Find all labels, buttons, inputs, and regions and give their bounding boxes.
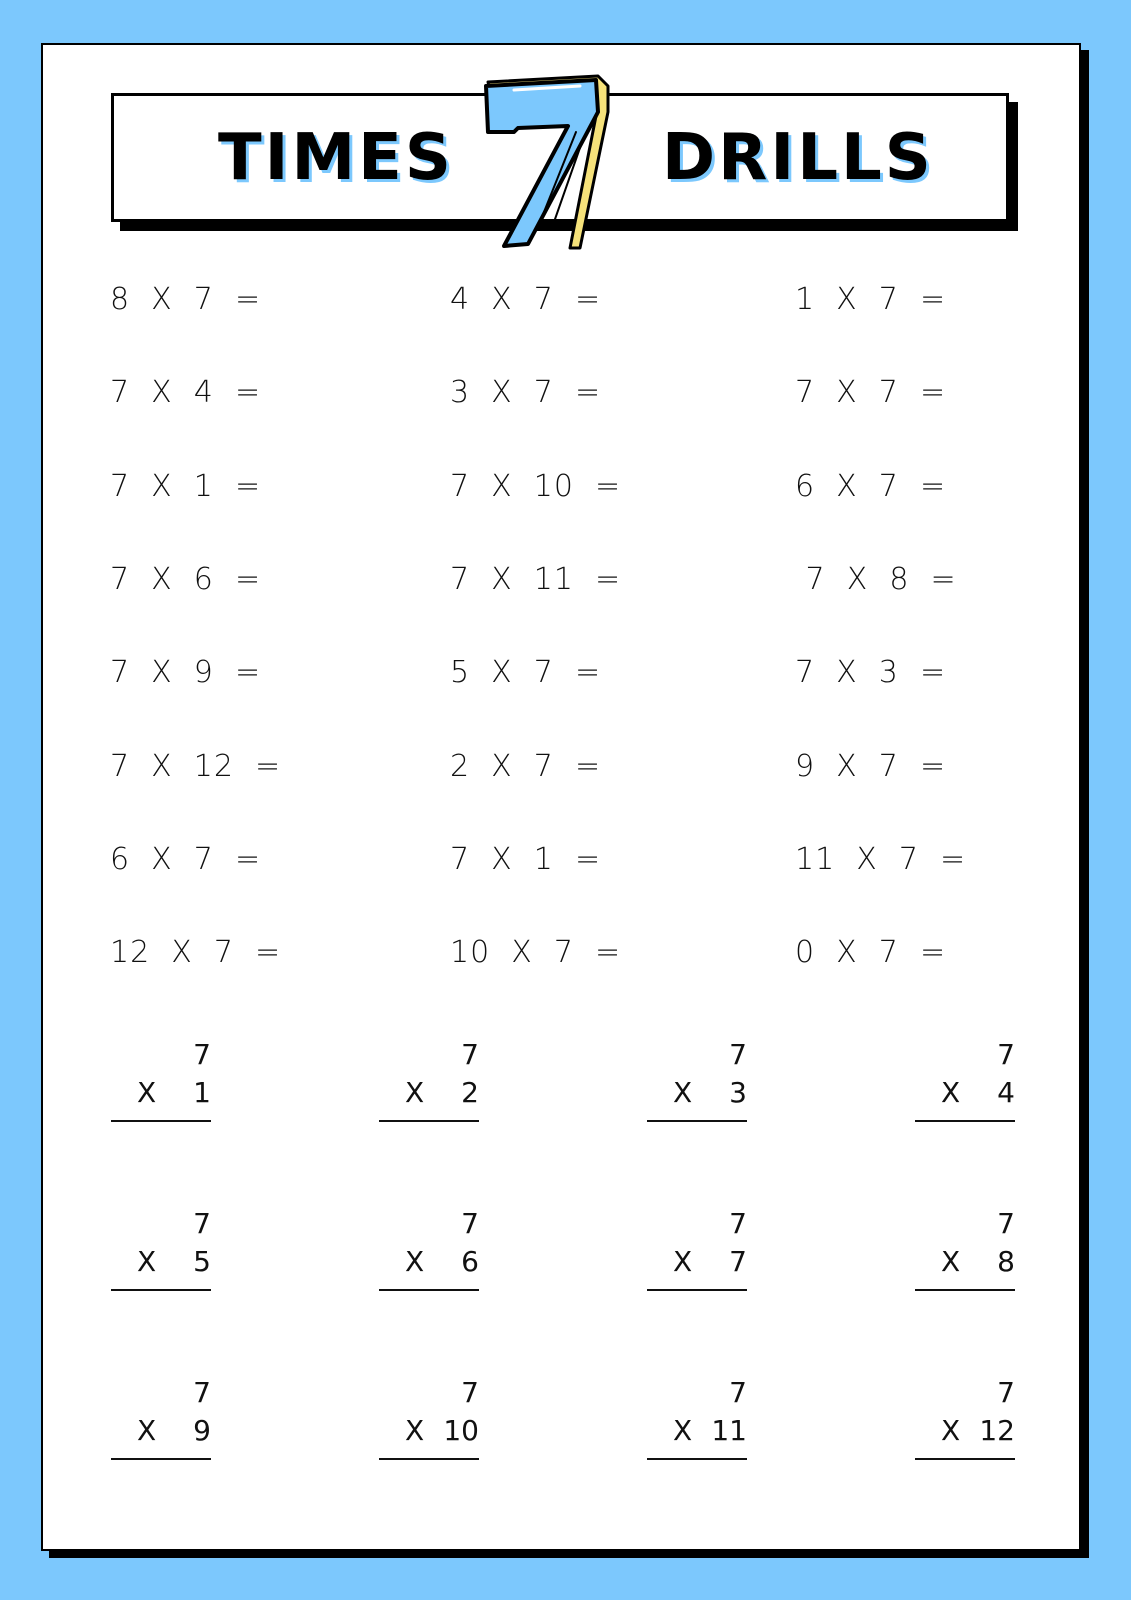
multiplication-problem: 5 X 7 = [450, 655, 602, 691]
multiplication-problem: 7 X 1 = [450, 841, 602, 877]
stacked-top-number: 7 [461, 1038, 479, 1071]
stacked-problem [915, 1038, 1015, 1128]
stacked-problem [379, 1207, 479, 1297]
stacked-bottom-number: 4 [997, 1076, 1015, 1109]
multiplication-problem: 7 X 10 = [450, 468, 622, 504]
stacked-bottom-number: 1 [193, 1076, 211, 1109]
multiplication-problem: 1 X 7 = [795, 282, 947, 317]
multiply-sign: X [673, 1245, 693, 1278]
answer-line [647, 1120, 747, 1122]
multiplication-problem: 6 X 7 = [795, 468, 947, 504]
stacked-top-number: 7 [461, 1376, 479, 1409]
stacked-problem [915, 1207, 1015, 1297]
answer-line [379, 1120, 479, 1122]
multiply-sign: X [137, 1245, 157, 1278]
multiplication-problem: 7 X 1 = [110, 468, 262, 504]
multiplication-problem: 4 X 7 = [450, 282, 602, 317]
stacked-top-number: 7 [997, 1376, 1015, 1409]
stacked-bottom-number: 5 [193, 1245, 211, 1278]
stacked-problem [111, 1376, 211, 1466]
multiplication-problem: 2 X 7 = [450, 748, 602, 784]
multiply-sign: X [941, 1414, 961, 1447]
stacked-top-number: 7 [193, 1038, 211, 1071]
multiply-sign: X [405, 1076, 425, 1109]
multiplication-problem: 7 X 3 = [795, 655, 947, 691]
stacked-bottom-number: 7 [729, 1245, 747, 1278]
stacked-top-number: 7 [193, 1376, 211, 1409]
stacked-bottom-number: 8 [997, 1245, 1015, 1278]
stacked-bottom-number: 2 [461, 1076, 479, 1109]
stacked-top-number: 7 [729, 1376, 747, 1409]
multiply-sign: X [941, 1076, 961, 1109]
answer-line [379, 1289, 479, 1291]
multiplication-problem: 0 X 7 = [795, 935, 947, 971]
stacked-problem [647, 1038, 747, 1128]
multiplication-problem: 7 X 11 = [450, 561, 622, 597]
stacked-top-number: 7 [461, 1207, 479, 1240]
stacked-top-number: 7 [729, 1207, 747, 1240]
stacked-bottom-number: 12 [979, 1414, 1015, 1447]
stacked-problem [915, 1376, 1015, 1466]
stacked-bottom-number: 10 [443, 1414, 479, 1447]
stacked-problem [111, 1038, 211, 1128]
multiplication-problem: 7 X 8 = [795, 561, 957, 597]
answer-line [647, 1289, 747, 1291]
multiplication-problem: 8 X 7 = [110, 282, 262, 317]
stacked-problem [379, 1038, 479, 1128]
answer-line [379, 1458, 479, 1460]
stacked-bottom-number: 3 [729, 1076, 747, 1109]
multiplication-problem: 7 X 6 = [110, 561, 262, 597]
multiply-sign: X [941, 1245, 961, 1278]
stacked-bottom-number: 9 [193, 1414, 211, 1447]
multiply-sign: X [137, 1076, 157, 1109]
stacked-top-number: 7 [997, 1038, 1015, 1071]
multiplication-problem: 9 X 7 = [795, 748, 947, 784]
answer-line [111, 1458, 211, 1460]
title-word-times: TIMES [218, 121, 454, 195]
stacked-top-number: 7 [193, 1207, 211, 1240]
answer-line [915, 1289, 1015, 1291]
answer-line [111, 1120, 211, 1122]
worksheet-page [41, 43, 1081, 1551]
stacked-problem [647, 1207, 747, 1297]
big-seven-logo [484, 72, 624, 250]
title-word-drills: DRILLS [662, 121, 934, 195]
multiply-sign: X [137, 1414, 157, 1447]
multiplication-problem: 7 X 9 = [110, 655, 262, 691]
multiply-sign: X [673, 1076, 693, 1109]
stacked-top-number: 7 [997, 1207, 1015, 1240]
stacked-problem [647, 1376, 747, 1466]
multiplication-problem: 6 X 7 = [110, 841, 262, 877]
stacked-problem [379, 1376, 479, 1466]
multiply-sign: X [405, 1414, 425, 1447]
answer-line [111, 1289, 211, 1291]
stacked-bottom-number: 6 [461, 1245, 479, 1278]
multiplication-problem: 12 X 7 = [110, 935, 282, 971]
answer-line [915, 1458, 1015, 1460]
multiplication-problem: 11 X 7 = [795, 841, 967, 877]
multiplication-problem: 3 X 7 = [450, 375, 602, 411]
multiplication-problem: 7 X 4 = [110, 375, 262, 411]
stacked-bottom-number: 11 [711, 1414, 747, 1447]
answer-line [647, 1458, 747, 1460]
answer-line [915, 1120, 1015, 1122]
multiplication-problem: 7 X 12 = [110, 748, 282, 784]
multiply-sign: X [673, 1414, 693, 1447]
multiply-sign: X [405, 1245, 425, 1278]
multiplication-problem: 10 X 7 = [450, 935, 622, 971]
multiplication-problem: 7 X 7 = [795, 375, 947, 411]
stacked-top-number: 7 [729, 1038, 747, 1071]
stacked-problem [111, 1207, 211, 1297]
